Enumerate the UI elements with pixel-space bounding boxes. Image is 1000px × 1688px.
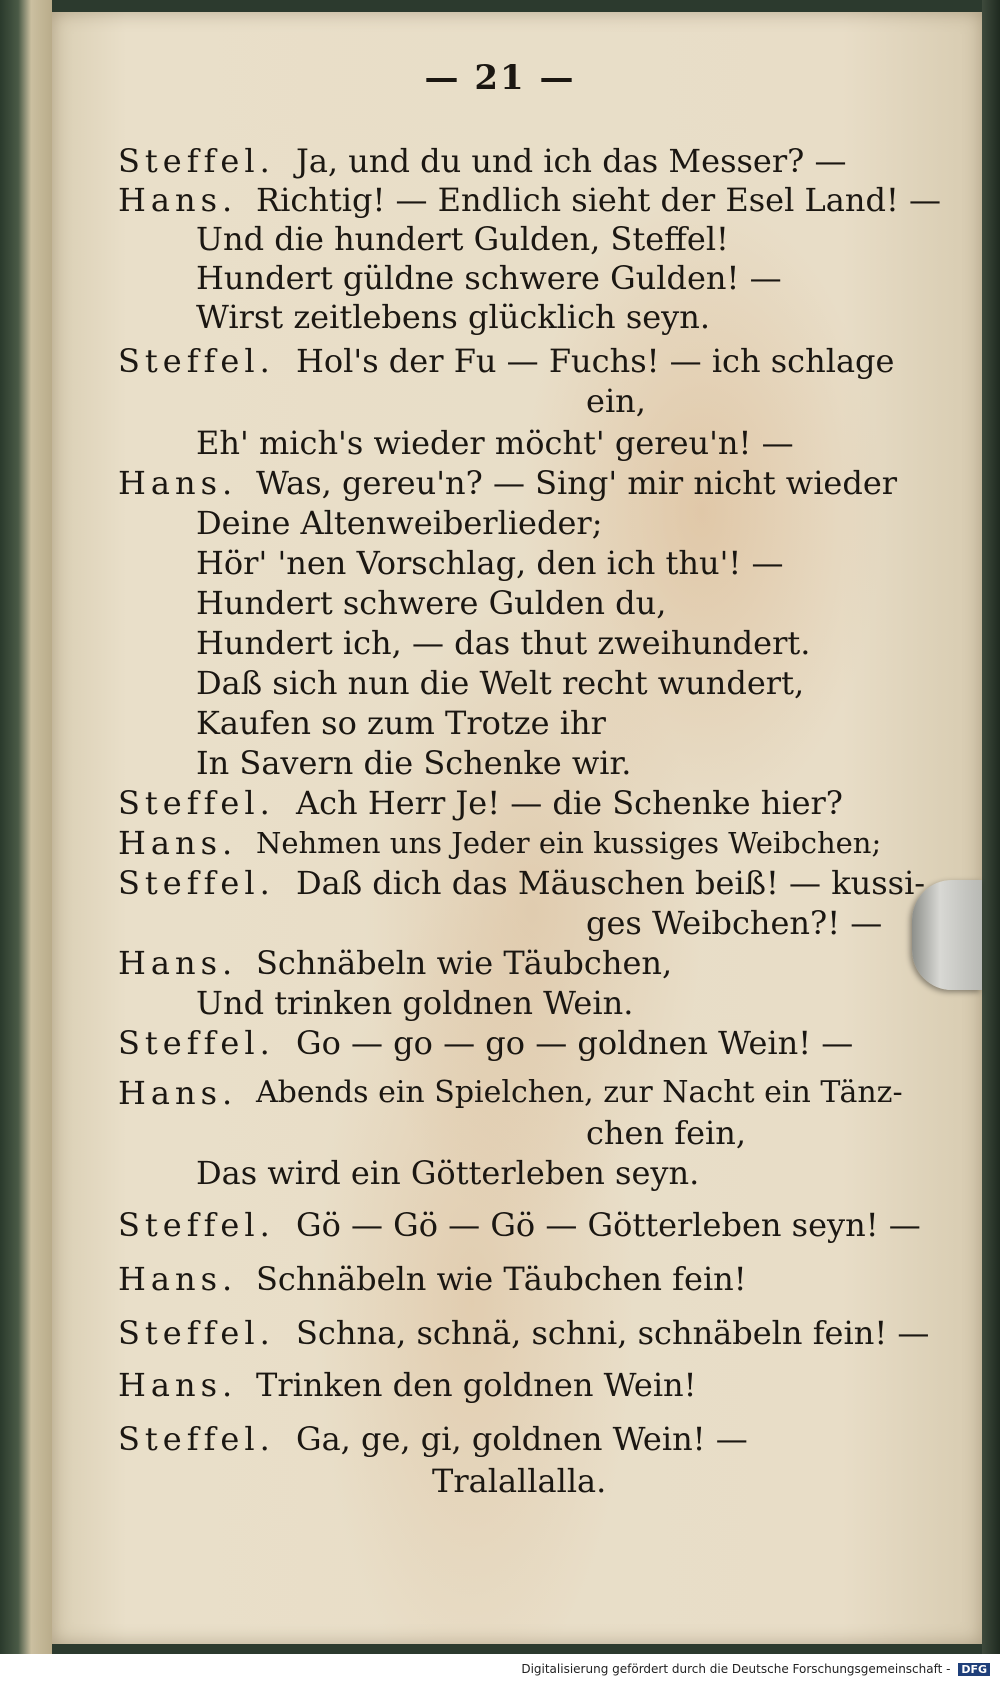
dialogue-text: Wirst zeitlebens glücklich seyn. [196, 298, 711, 336]
dialogue-line [118, 1366, 237, 1404]
digitization-credit [0, 1662, 990, 1676]
dialogue-text: Ja, und du und ich das Messer? — [296, 142, 847, 180]
dialogue-text: Hundert güldne schwere Gulden! — [196, 259, 782, 297]
dialogue-line [118, 1420, 275, 1458]
dialogue-line [118, 1074, 237, 1112]
speaker-name: Hans. [118, 944, 238, 982]
dialogue-text: Schna, schnä, schni, schnäbeln fein! — [296, 1314, 930, 1352]
dialogue-line [118, 824, 237, 862]
dialogue-line [118, 464, 237, 502]
speaker-name: Steffel. [118, 1420, 275, 1458]
dialogue-line [118, 1314, 275, 1352]
dialogue-text: Daß sich nun die Welt recht wundert, [196, 664, 805, 702]
speaker-name: Hans. [118, 464, 238, 502]
dialogue-text: Trinken den goldnen Wein! [256, 1366, 697, 1404]
speaker-name: Steffel. [118, 1024, 275, 1062]
dialogue-line [118, 864, 275, 902]
speaker-name: Steffel. [118, 784, 275, 822]
dialogue-text: Tralallalla. [432, 1462, 607, 1500]
dialogue-line [118, 342, 275, 380]
dialogue-text: Hundert schwere Gulden du, [196, 584, 667, 622]
dialogue-line [118, 142, 275, 180]
dialogue-text: Was, gereu'n? — Sing' mir nicht wieder [256, 464, 898, 502]
dialogue-line [118, 1024, 275, 1062]
page-number: — 21 — [424, 58, 576, 98]
speaker-name: Hans. [118, 1366, 238, 1404]
dialogue-text: In Savern die Schenke wir. [196, 744, 632, 782]
speaker-name: Steffel. [118, 142, 275, 180]
dialogue-text: Gö — Gö — Gö — Götterleben seyn! — [296, 1206, 921, 1244]
dialogue-text: Schnäbeln wie Täubchen, [256, 944, 673, 982]
speaker-name: Hans. [118, 824, 238, 862]
dialogue-line [118, 1206, 275, 1244]
dialogue-line [118, 1260, 237, 1298]
dialogue-text: ein, [586, 382, 646, 420]
dialogue-text: Und trinken goldnen Wein. [196, 984, 634, 1022]
dialogue-text: Das wird ein Götterleben seyn. [196, 1154, 700, 1192]
speaker-name: Hans. [118, 1074, 238, 1112]
credit-text: Digitalisierung gefördert durch die Deutsche Forschungsgemeinschaft - [521, 1662, 951, 1676]
dialogue-text: Schnäbeln wie Täubchen fein! [256, 1260, 747, 1298]
dialogue-text: Kaufen so zum Trotze ihr [196, 704, 606, 742]
speaker-name: Hans. [118, 181, 238, 219]
dialogue-text: Deine Altenweiberlieder; [196, 504, 603, 542]
dialogue-text: Und die hundert Gulden, Steffel! [196, 220, 729, 258]
dialogue-text: Richtig! — Endlich sieht der Esel Land! — [256, 181, 941, 219]
speaker-name: Steffel. [118, 1206, 275, 1244]
dialogue-text: Go — go — go — goldnen Wein! — [296, 1024, 854, 1062]
dialogue-line [118, 944, 237, 982]
dialogue-text: Abends ein Spielchen, zur Nacht ein Tänz- [256, 1075, 903, 1110]
dialogue-text: Hundert ich, — das thut zweihundert. [196, 624, 811, 662]
speaker-name: Hans. [118, 1260, 238, 1298]
speaker-name: Steffel. [118, 342, 275, 380]
dialogue-text: chen fein, [586, 1114, 747, 1152]
dialogue-line [118, 784, 275, 822]
dialogue-line [118, 181, 237, 219]
dialogue-text: Ga, ge, gi, goldnen Wein! — [296, 1420, 748, 1458]
dialogue-text: Eh' mich's wieder möcht' gereu'n! — [196, 424, 794, 462]
dialogue-text: Hör' 'nen Vorschlag, den ich thu'! — [196, 544, 784, 582]
speaker-name: Steffel. [118, 1314, 275, 1352]
speaker-name: Steffel. [118, 864, 275, 902]
dialogue-text: ges Weibchen?! — [586, 904, 883, 942]
dialogue-text: Nehmen uns Jeder ein kussiges Weibchen; [256, 826, 882, 860]
dialogue-text: Daß dich das Mäuschen beiß! — kussi- [296, 864, 926, 902]
dialogue-text: Ach Herr Je! — die Schenke hier? [296, 784, 843, 822]
dialogue-text: Hol's der Fu — Fuchs! — ich schlage [296, 342, 895, 380]
dfg-logo: DFG [958, 1663, 990, 1676]
